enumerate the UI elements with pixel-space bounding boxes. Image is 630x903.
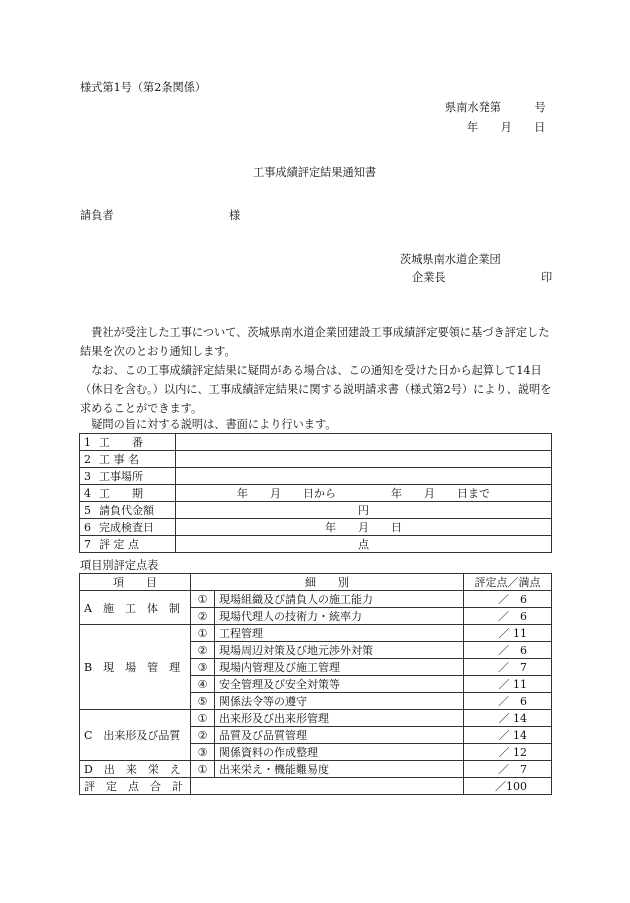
info-label-text: 評 定 点	[99, 538, 139, 551]
info-value	[176, 434, 552, 451]
item-description: 安全管理及び安全対策等	[215, 676, 464, 693]
info-number: 2	[84, 453, 91, 466]
item-number: ①	[191, 591, 215, 608]
item-number: ①	[191, 625, 215, 642]
form-number: 様式第1号（第2条関係）	[80, 81, 207, 94]
total-row	[80, 778, 552, 795]
info-number: 3	[84, 470, 91, 483]
item-description: 品質及び品質管理	[215, 727, 464, 744]
recipient-honorific: 様	[229, 209, 241, 222]
item-max-score: ／ 11	[464, 625, 552, 642]
info-row	[80, 485, 552, 502]
info-number: 4	[84, 487, 91, 500]
body-paragraph-1: 貴社が受注した工事について、茨城県南水道企業団建設工事成績評定要領に基づき評定した結果を次のとおり通知します。	[80, 326, 550, 358]
item-number: ④	[191, 676, 215, 693]
total-blank	[191, 778, 464, 795]
seal-mark: 印	[541, 271, 553, 284]
document-title: 工事成績評定結果通知書	[253, 166, 377, 179]
item-max-score: ／ 11	[464, 676, 552, 693]
info-label	[80, 519, 176, 536]
score-row	[80, 591, 552, 608]
info-label-text: 工事場所	[99, 470, 143, 483]
info-value: 円	[176, 502, 552, 519]
detail-header: 細 別	[191, 574, 464, 591]
item-max-score: ／ 6	[464, 693, 552, 710]
item-number: ②	[191, 727, 215, 744]
item-description: 出来形及び出来形管理	[215, 710, 464, 727]
item-header: 項 目	[80, 574, 191, 591]
info-label-text: 工 期	[99, 487, 143, 500]
item-number: ⑤	[191, 693, 215, 710]
item-number: ①	[191, 761, 215, 778]
item-number: ①	[191, 710, 215, 727]
info-row	[80, 451, 552, 468]
item-number: ②	[191, 642, 215, 659]
document-number: 県南水発第 号	[445, 101, 546, 114]
info-label-text: 工 番	[99, 436, 143, 449]
score-row	[80, 710, 552, 727]
score-table-header	[80, 574, 552, 591]
info-value	[176, 468, 552, 485]
body-paragraph-2: なお、この工事成績評定結果に疑問がある場合は、この通知を受けた日から起算して14日（休日を含む。）以内に、工事成績評定結果に関する説明請求書（様式第2号）により、説明を求めることができます。	[80, 364, 552, 415]
info-number: 6	[84, 521, 91, 534]
item-description: 現場内管理及び施工管理	[215, 659, 464, 676]
info-row	[80, 536, 552, 553]
item-max-score: ／ 6	[464, 608, 552, 625]
info-number: 1	[84, 436, 91, 449]
item-description: 関係資料の作成整理	[215, 744, 464, 761]
score-row	[80, 625, 552, 642]
info-label-text: 工 事 名	[99, 453, 139, 466]
info-row	[80, 502, 552, 519]
info-label	[80, 502, 176, 519]
recipient-label: 請負者	[80, 209, 114, 222]
work-info-table	[79, 433, 552, 553]
info-value: 点	[176, 536, 552, 553]
info-value	[176, 451, 552, 468]
category-label: A 施 工 体 制	[80, 591, 191, 625]
score-row	[80, 761, 552, 778]
info-label	[80, 468, 176, 485]
info-number: 5	[84, 504, 91, 517]
item-number: ③	[191, 744, 215, 761]
score-table	[79, 573, 552, 795]
info-row	[80, 519, 552, 536]
info-value: 年 月 日	[176, 519, 552, 536]
info-label	[80, 451, 176, 468]
category-label: D 出 来 栄 え	[80, 761, 191, 778]
item-max-score: ／ 12	[464, 744, 552, 761]
info-label-text: 完成検査日	[99, 521, 154, 534]
sender-organization: 茨城県南水道企業団	[400, 253, 501, 266]
info-label	[80, 485, 176, 502]
item-description: 現場組織及び請負人の施工能力	[215, 591, 464, 608]
sender-role: 企業長	[412, 271, 446, 284]
item-max-score: ／ 6	[464, 642, 552, 659]
info-label	[80, 434, 176, 451]
item-description: 関係法令等の遵守	[215, 693, 464, 710]
item-max-score: ／ 7	[464, 659, 552, 676]
category-label: C 出来形及び品質	[80, 710, 191, 761]
item-description: 出来栄え・機能難易度	[215, 761, 464, 778]
item-number: ③	[191, 659, 215, 676]
item-number: ②	[191, 608, 215, 625]
info-row	[80, 468, 552, 485]
body-paragraph-3: 疑問の旨に対する説明は、書面により行います。	[80, 418, 337, 431]
info-number: 7	[84, 538, 91, 551]
item-description: 現場周辺対策及び地元渉外対策	[215, 642, 464, 659]
info-row	[80, 434, 552, 451]
info-label-text: 請負代金額	[99, 504, 154, 517]
item-description: 現場代理人の技術力・統率力	[215, 608, 464, 625]
item-max-score: ／ 14	[464, 710, 552, 727]
score-table-caption: 項目別評定点表	[80, 559, 159, 572]
issue-date: 年 月 日	[467, 121, 546, 134]
total-label: 評 定 点 合 計	[80, 778, 191, 795]
item-max-score: ／ 7	[464, 761, 552, 778]
item-description: 工程管理	[215, 625, 464, 642]
info-value: 年 月 日から 年 月 日まで	[176, 485, 552, 502]
category-label: B 現 場 管 理	[80, 625, 191, 710]
item-max-score: ／ 14	[464, 727, 552, 744]
score-header: 評定点／満点	[464, 574, 552, 591]
total-max-score: ／100	[464, 778, 552, 795]
info-label	[80, 536, 176, 553]
item-max-score: ／ 6	[464, 591, 552, 608]
